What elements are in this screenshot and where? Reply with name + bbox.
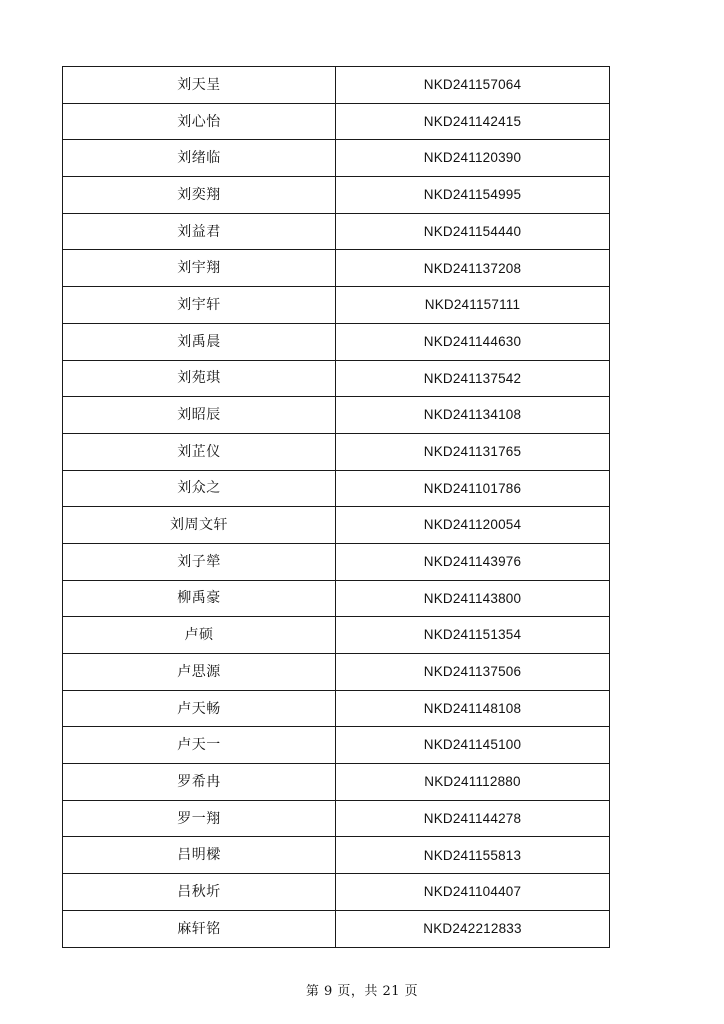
student-name-cell: 吕明樑 (63, 837, 336, 874)
table-row (63, 213, 610, 250)
table-row (63, 250, 610, 287)
table-row (63, 910, 610, 947)
table-row (63, 397, 610, 434)
student-name-cell: 吕秋圻 (63, 874, 336, 911)
student-name-cell: 刘周文轩 (63, 507, 336, 544)
student-name-cell: 刘昭辰 (63, 397, 336, 434)
table-row (63, 543, 610, 580)
student-id-cell: NKD241154995 (336, 177, 610, 214)
student-name-cell: 刘禹晨 (63, 323, 336, 360)
student-name-cell: 刘天呈 (63, 67, 336, 104)
table-row (63, 617, 610, 654)
student-name-cell: 卢天一 (63, 727, 336, 764)
student-id-cell: NKD241143976 (336, 543, 610, 580)
student-name-cell: 刘苑琪 (63, 360, 336, 397)
table-row (63, 103, 610, 140)
student-name-cell: 刘绪临 (63, 140, 336, 177)
student-id-cell: NKD241143800 (336, 580, 610, 617)
table-row (63, 654, 610, 691)
student-name-cell: 麻轩铭 (63, 910, 336, 947)
student-id-cell: NKD241131765 (336, 433, 610, 470)
student-id-cell: NKD241120054 (336, 507, 610, 544)
student-id-cell: NKD242212833 (336, 910, 610, 947)
student-id-cell: NKD241157111 (336, 287, 610, 324)
table-row (63, 140, 610, 177)
student-id-cell: NKD241148108 (336, 690, 610, 727)
table-row (63, 727, 610, 764)
student-name-cell: 刘子犖 (63, 543, 336, 580)
table-row (63, 470, 610, 507)
student-id-cell: NKD241145100 (336, 727, 610, 764)
student-name-cell: 卢思源 (63, 654, 336, 691)
student-name-cell: 刘心怡 (63, 103, 336, 140)
student-name-cell: 卢天畅 (63, 690, 336, 727)
table-row (63, 323, 610, 360)
table-row (63, 360, 610, 397)
table-row (63, 177, 610, 214)
student-name-cell: 罗希冉 (63, 764, 336, 801)
student-id-cell: NKD241144630 (336, 323, 610, 360)
student-name-cell: 刘益君 (63, 213, 336, 250)
roster-table-body (63, 67, 610, 948)
table-row (63, 690, 610, 727)
student-id-cell: NKD241144278 (336, 800, 610, 837)
student-name-cell: 柳禹豪 (63, 580, 336, 617)
student-name-cell: 刘宇翔 (63, 250, 336, 287)
student-id-cell: NKD241154440 (336, 213, 610, 250)
table-row (63, 874, 610, 911)
table-row (63, 67, 610, 104)
table-row (63, 800, 610, 837)
student-id-cell: NKD241101786 (336, 470, 610, 507)
table-row (63, 764, 610, 801)
student-id-cell: NKD241120390 (336, 140, 610, 177)
student-name-cell: 刘奕翔 (63, 177, 336, 214)
student-id-cell: NKD241137506 (336, 654, 610, 691)
table-row (63, 287, 610, 324)
student-id-cell: NKD241137208 (336, 250, 610, 287)
table-row (63, 507, 610, 544)
table-row (63, 837, 610, 874)
student-name-cell: 刘宇轩 (63, 287, 336, 324)
student-id-cell: NKD241155813 (336, 837, 610, 874)
student-name-cell: 卢硕 (63, 617, 336, 654)
student-id-cell: NKD241134108 (336, 397, 610, 434)
roster-table (62, 66, 610, 948)
student-name-cell: 罗一翔 (63, 800, 336, 837)
student-id-cell: NKD241151354 (336, 617, 610, 654)
table-row (63, 433, 610, 470)
student-id-cell: NKD241157064 (336, 67, 610, 104)
table-row (63, 580, 610, 617)
student-id-cell: NKD241112880 (336, 764, 610, 801)
page-footer: 第 9 页，共 21 页 (305, 984, 419, 999)
student-id-cell: NKD241137542 (336, 360, 610, 397)
student-name-cell: 刘众之 (63, 470, 336, 507)
student-id-cell: NKD241142415 (336, 103, 610, 140)
student-name-cell: 刘芷仪 (63, 433, 336, 470)
student-id-cell: NKD241104407 (336, 874, 610, 911)
